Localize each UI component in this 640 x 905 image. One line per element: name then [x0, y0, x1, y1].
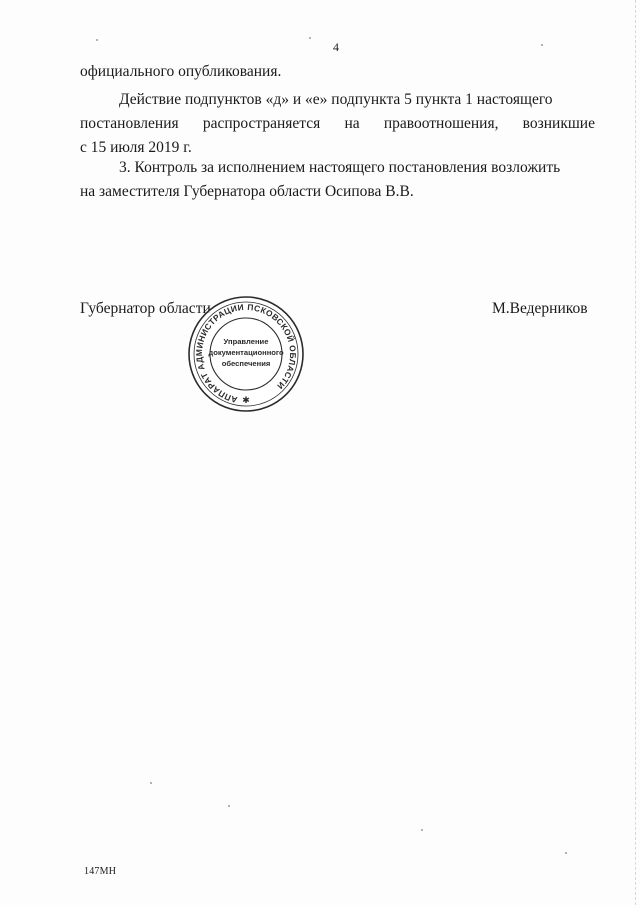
paragraph-line: постановления распространяется на правоотношения, возникшие: [80, 115, 595, 132]
scan-speck: [228, 805, 230, 807]
seal-center-line: обеспечения: [221, 359, 271, 368]
paragraph-line: с 15 июля 2019 г.: [80, 139, 192, 156]
scan-edge: [634, 0, 636, 905]
paragraph-control: [80, 156, 595, 204]
seal-ring-text: АППАРАТ АДМИНИСТРАЦИИ ПСКОВСКОЙ ОБЛАСТИ: [193, 301, 299, 406]
document-footer-code: 147МН: [84, 866, 117, 877]
signatory-position: Губернатор области: [80, 300, 211, 317]
scan-speck: [541, 44, 543, 46]
scan-speck: [565, 852, 567, 854]
paragraph-line: Действие подпунктов «д» и «е» подпункта 5 пункта 1 настоящего: [119, 91, 553, 108]
seal-center-line: документационного: [208, 348, 284, 357]
scan-speck: [421, 829, 423, 831]
paragraph-line: официального опубликования.: [80, 63, 282, 80]
seal-star-icon: ✱: [242, 396, 250, 406]
page-number: 4: [333, 40, 339, 54]
scan-speck: [309, 37, 311, 39]
official-seal: [182, 294, 310, 412]
paragraph-continuation: [80, 60, 595, 84]
seal-center-line: Управление: [223, 337, 269, 346]
scan-speck: [96, 39, 98, 41]
paragraph-line: на заместителя Губернатора области Осипова В.В.: [80, 183, 414, 200]
paragraph-action: [80, 88, 595, 160]
paragraph-line: 3. Контроль за исполнением настоящего постановления возложить: [119, 159, 561, 176]
scan-speck: [150, 782, 152, 784]
signatory-name: М.Ведерников: [492, 300, 588, 317]
